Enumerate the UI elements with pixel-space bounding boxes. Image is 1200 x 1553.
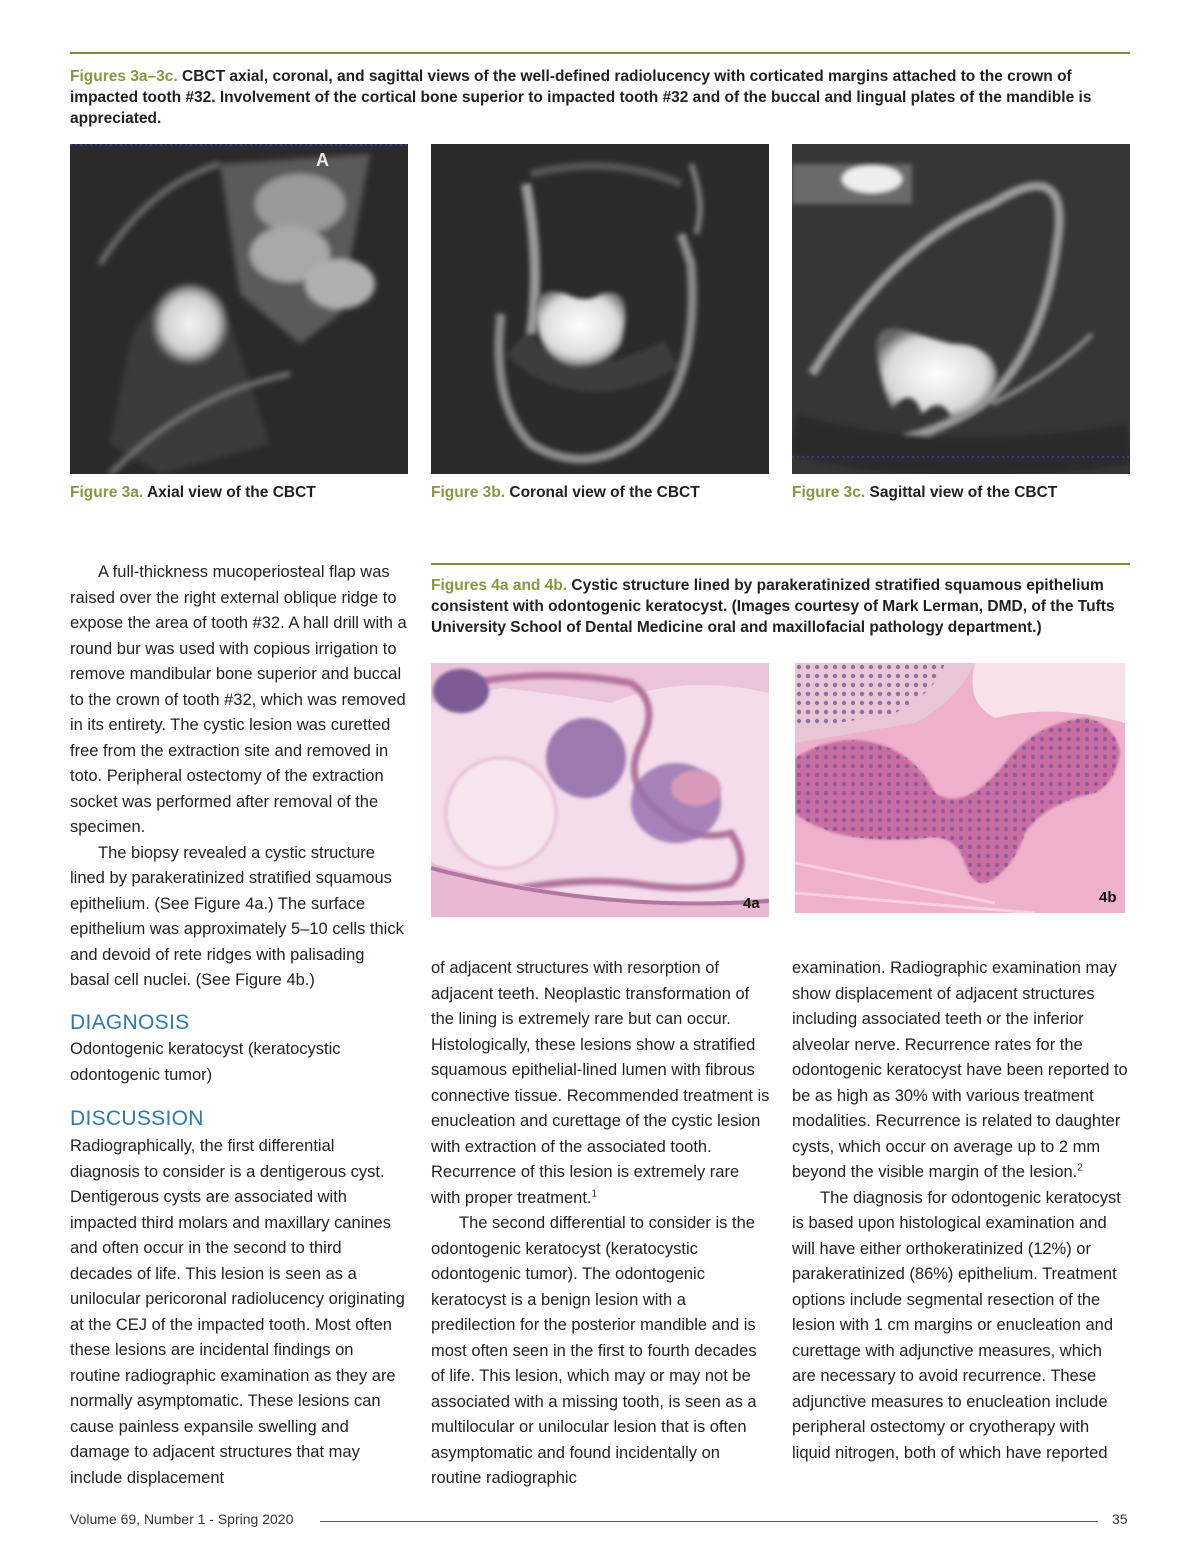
column-3 [792,956,1130,1466]
paragraph-radiographic-exam [792,956,1130,1186]
figure3c-image [792,144,1130,474]
figure3b-image [431,144,769,474]
column-1 [70,560,408,994]
figure3-caption [70,66,1130,129]
citation-1: 1 [591,1188,598,1199]
figure4a-image [431,663,769,917]
paragraph-radiographic-text: examination. Radiographic examination may show displacement of adjacent structures including associated teeth or the inferior alveolar nerve. Recurrence rates for the odontogenic keratocyst have been reported to be as high as 30% with various treatment modalities. Recurrence is related to daughter cysts, which occur on average up to 2 mm beyond the visible margin of the lesion. [792,959,1128,1181]
figure3a-caption [70,483,316,503]
figure4b-image [795,663,1125,913]
figure4-top-rule [431,563,1130,565]
figure3c-caption-label: Figure 3c. [792,484,866,501]
paragraph-diagnosis-treatment: The diagnosis for odontogenic keratocyst is based upon histological examination and will have either orthokeratinized (12%) or parakeratinized (86%) epithelium. Treatment options include segmental resection of the lesion with 1 cm margins or enucleation and curettage with adjunctive measures, which are necessary to avoid recurrence. These adjunctive measures to enucleation include peripheral ostectomy or cryotherapy with liquid nitrogen, both of which have reported [792,1188,1121,1462]
figure3a-overlay-letter: A [316,150,329,170]
figure3a-image [70,144,408,474]
paragraph-biopsy: The biopsy revealed a cystic structure lined by parakeratinized stratified squamous epithelium. (See Figure 4a.) The surface epithelium was approximately 5–10 cells thick and devoid of rete ridges with palisading basal cell nuclei. (See Figure 4b.) [70,843,404,989]
figure3-label: Figures 3a–3c. [70,68,178,85]
paragraph-dentigerous-text: of adjacent structures with resorption of adjacent teeth. Neoplastic transformation of the lining is extremely rare but can occur. Histologically, these lesions show a stratified squamous epithelial-lined lumen with fibrous connective tissue. Recommended treatment is enucleation and curettage of the cystic lesion with extraction of the associated tooth. Recurrence of this lesion is extremely rare with proper treatment. [431,959,770,1207]
figure3a-caption-text: Axial view of the CBCT [143,484,316,501]
figure4-caption-text: Cystic structure lined by parakeratinized stratified squamous epithelium consistent with odontogenic keratocyst. (Images courtesy of Mark Lerman, DMD, of the Tufts University School of Dental Medicine oral and maxillofacial pathology department.) [431,577,1115,636]
citation-2: 2 [1077,1162,1083,1174]
paragraph-dentigerous-continued [431,956,771,1211]
diagnosis-text: Odontogenic keratocyst (keratocystic odontogenic tumor) [70,1040,341,1084]
footer-rule [320,1521,1098,1522]
figure4b-tag: 4b [1099,889,1117,906]
figure3b-caption-label: Figure 3b. [431,484,506,501]
figure3-top-rule [70,52,1130,54]
figure4a-tag: 4a [743,895,760,912]
figure3-caption-text: CBCT axial, coronal, and sagittal views of the well-defined radiolucency with corticated margins attached to the crown of impacted tooth #32. Involvement of the cortical bone superior to impacted tooth #32 and of the buccal and lingual plates of the mandible is appreciated. [70,68,1092,127]
page-number: 35 [1112,1511,1128,1527]
discussion-heading: DISCUSSION [70,1107,204,1130]
column-2 [431,956,771,1492]
figure4-label: Figures 4a and 4b. [431,577,568,594]
figure3b-caption-text: Coronal view of the CBCT [505,484,700,501]
figure3b-caption [431,483,700,503]
discussion-text: Radiographically, the first differential diagnosis to consider is a dentigerous cyst. Dentigerous cysts are associated with impacted third molars and maxillary canines and often occur in the second to third decades of life. This lesion is seen as a unilocular pericoronal radiolucency originating at the CEJ of the impacted tooth. Most often these lesions are incidental findings on routine radiographic examination as they are normally asymptomatic. These lesions can cause painless expansile swelling and damage to adjacent structures that may include displacement [70,1137,405,1487]
figure3a-caption-label: Figure 3a. [70,484,144,501]
paragraph-surgery: A full-thickness mucoperiosteal flap was raised over the right external oblique ridge to expose the area of tooth #32. A hall drill with a round bur was used with copious irrigation to remove mandibular bone superior and buccal to the crown of tooth #32, which was removed in its entirety. The cystic lesion was curetted free from the extraction site and removed in toto. Peripheral ostectomy of the extraction socket was performed after removal of the specimen. [70,563,407,836]
paragraph-second-differential: The second differential to consider is the odontogenic keratocyst (keratocystic odontogenic tumor). The odontogenic keratocyst is a benign lesion with a predilection for the posterior mandible and is most often seen in the first to fourth decades of life. This lesion, which may or may not be associated with a missing tooth, is seen as a multilocular or unilocular lesion that is often asymptomatic and found incidentally on routine radiographic [431,1214,757,1487]
figure3c-caption-text: Sagittal view of the CBCT [865,484,1058,501]
figure3c-caption [792,483,1057,503]
diagnosis-heading: DIAGNOSIS [70,1011,190,1034]
figure4-caption [431,575,1130,638]
footer-issue: Volume 69, Number 1 - Spring 2020 [70,1511,294,1527]
